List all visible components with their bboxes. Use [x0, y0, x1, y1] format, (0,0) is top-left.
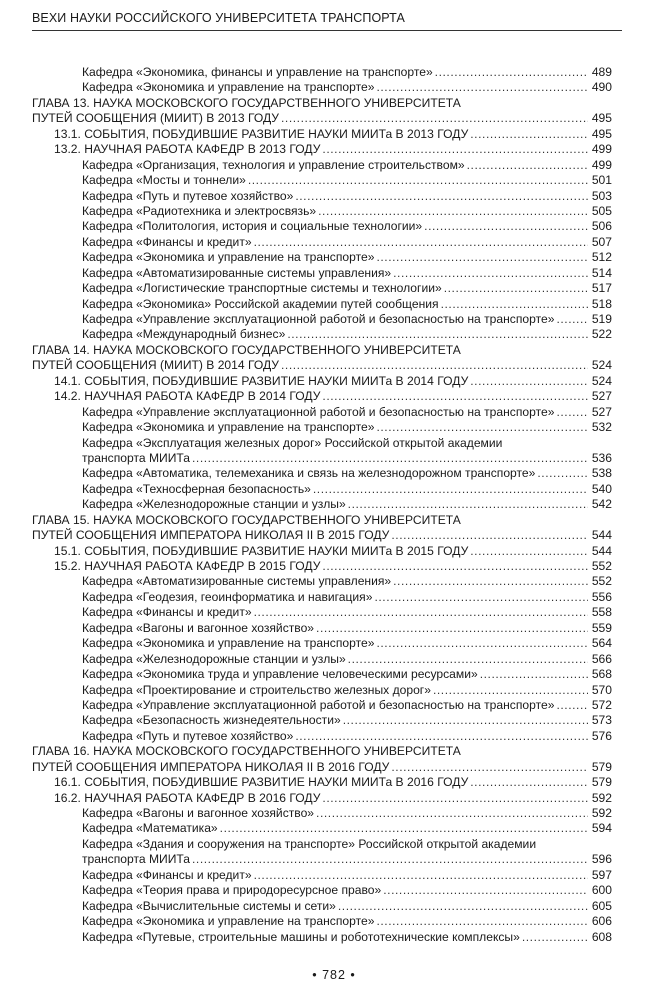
toc-entry-page: 570 — [591, 682, 612, 697]
toc-entry-page: 514 — [591, 265, 612, 280]
dot-leader — [383, 883, 588, 898]
toc-entry-page: 495 — [591, 126, 612, 141]
toc-entry-page: 606 — [591, 914, 612, 929]
toc-entry-title: Кафедра «Автоматизированные системы управления» — [82, 574, 392, 589]
toc-entry-title: Кафедра «Финансы и кредит» — [82, 605, 252, 620]
dot-leader — [391, 528, 588, 543]
toc-entry-title: Кафедра «Логистические транспортные системы и технологии» — [82, 281, 442, 296]
toc-entry-title: 13.1. СОБЫТИЯ, ПОБУДИВШИЕ РАЗВИТИЕ НАУКИ МИИТа В 2013 ГОДУ — [54, 126, 469, 141]
toc-entry-page: 544 — [591, 528, 612, 543]
toc-entry — [32, 80, 612, 95]
toc-entry — [32, 358, 612, 373]
toc-entry-page: 564 — [591, 636, 612, 651]
toc-entry-title: Кафедра «Железнодорожные станции и узлы» — [82, 497, 346, 512]
toc-entry-page: 495 — [591, 111, 612, 126]
toc-entry-title: ПУТЕЙ СООБЩЕНИЯ ИМПЕРАТОРА НИКОЛАЯ II В 2016 ГОДУ — [32, 759, 390, 774]
toc-entry-title: Кафедра «Математика» — [82, 821, 218, 836]
dot-leader — [348, 497, 588, 512]
toc-entry-title: транспорта МИИТа — [82, 450, 190, 465]
toc-entry — [32, 914, 612, 929]
toc-entry-page: 608 — [591, 929, 612, 944]
toc-entry — [32, 327, 612, 342]
toc-entry-title: 15.2. НАУЧНАЯ РАБОТА КАФЕДР В 2015 ГОДУ — [54, 559, 321, 573]
toc-entry-page: 540 — [591, 481, 612, 496]
toc-entry-title: Кафедра «Экономика и управление на транспорте» — [82, 80, 375, 95]
toc-entry — [32, 389, 612, 404]
dot-leader — [343, 713, 588, 728]
dot-leader — [441, 297, 588, 312]
toc-entry-page: 501 — [591, 173, 612, 188]
toc-entry — [32, 667, 612, 682]
toc-entry-title: Кафедра «Управление эксплуатационной работой и безопасностью на транспорте» — [82, 312, 555, 326]
toc-entry-title: Кафедра «Организация, технология и управление строительством» — [82, 157, 465, 172]
toc-entry-title: ПУТЕЙ СООБЩЕНИЯ (МИИТ) В 2013 ГОДУ — [32, 111, 279, 126]
toc-entry-page: 490 — [591, 80, 612, 95]
dot-leader — [281, 358, 588, 373]
toc-entry-title: Кафедра «Вагоны и вагонное хозяйство» — [82, 620, 315, 635]
toc-entry-title: Кафедра «Теория права и природоресурсное право» — [82, 883, 382, 898]
toc-entry — [32, 158, 612, 173]
toc-entry — [32, 266, 612, 281]
toc-entry — [32, 837, 612, 852]
toc-entry-title: ПУТЕЙ СООБЩЕНИЯ (МИИТ) В 2014 ГОДУ — [32, 358, 279, 373]
dot-leader — [281, 111, 588, 126]
toc-entry-page: 518 — [591, 296, 612, 311]
toc-entry-page: 605 — [591, 898, 612, 913]
toc-entry — [32, 312, 612, 327]
toc-entry-page: 503 — [591, 188, 612, 203]
dot-leader — [376, 420, 588, 435]
toc-entry-page: 552 — [591, 559, 612, 573]
dot-leader — [248, 173, 588, 188]
toc-entry-page: 600 — [591, 883, 612, 898]
toc-entry — [32, 405, 612, 420]
toc-entry-title: Кафедра «Геодезия, геоинформатика и навигация» — [82, 589, 373, 604]
dot-leader — [556, 405, 588, 420]
dot-leader — [348, 652, 588, 667]
dot-leader — [376, 914, 588, 929]
dot-leader — [254, 868, 588, 883]
dot-leader — [470, 374, 588, 389]
dot-leader — [424, 219, 588, 234]
dot-leader — [322, 142, 588, 157]
dot-leader — [316, 806, 588, 821]
toc-entry-title: Кафедра «Безопасность жизнедеятельности» — [82, 713, 341, 728]
dot-leader — [376, 636, 588, 651]
toc-entry-title: Кафедра «Железнодорожные станции и узлы» — [82, 651, 346, 666]
toc-entry-title: Кафедра «Экономика» Российской академии путей сообщения — [82, 296, 439, 311]
toc-entry — [32, 374, 612, 389]
toc-entry — [32, 621, 612, 636]
toc-entry — [32, 451, 612, 466]
toc-entry-page: 552 — [591, 574, 612, 589]
toc-entry-title: Кафедра «Экономика труда и управление человеческими ресурсами» — [82, 667, 478, 682]
toc-entry — [32, 590, 612, 605]
dot-leader — [295, 729, 588, 744]
toc-entry-page: 527 — [591, 389, 612, 404]
toc-entry — [32, 513, 612, 528]
toc-entry — [32, 652, 612, 667]
toc-entry-page: 512 — [591, 250, 612, 265]
dot-leader — [374, 590, 588, 605]
toc-entry — [32, 729, 612, 744]
toc-entry — [32, 791, 612, 806]
toc-entry-title: Кафедра «Проектирование и строительство железных дорог» — [82, 682, 431, 697]
toc-entry-title: Кафедра «Управление эксплуатационной работой и безопасностью на транспорте» — [82, 404, 555, 419]
toc-entry-page: 592 — [591, 806, 612, 820]
toc-entry — [32, 930, 612, 945]
dot-leader — [480, 667, 588, 682]
dot-leader — [220, 821, 588, 836]
toc-entry-page: 579 — [591, 775, 612, 790]
toc-entry — [32, 852, 612, 867]
toc-entry — [32, 250, 612, 265]
toc-entry-page: 566 — [591, 651, 612, 666]
toc-entry — [32, 605, 612, 620]
toc-entry-page: 519 — [591, 312, 612, 326]
toc-entry-page: 594 — [591, 821, 612, 836]
dot-leader — [537, 466, 588, 481]
toc-entry-title: ГЛАВА 13. НАУКА МОСКОВСКОГО ГОСУДАРСТВЕННОГО УНИВЕРСИТЕТА — [32, 95, 461, 110]
dot-leader — [467, 158, 588, 173]
toc-entry-title: Кафедра «Международный бизнес» — [82, 327, 286, 342]
toc-entry-page: 532 — [591, 420, 612, 435]
dot-leader — [470, 544, 588, 559]
toc-entry-title: Кафедра «Путевые, строительные машины и робототехнические комплексы» — [82, 929, 520, 944]
toc-entry — [32, 111, 612, 126]
toc-entry-page: 572 — [591, 697, 612, 712]
toc-entry — [32, 189, 612, 204]
dot-leader — [313, 482, 588, 497]
dot-leader — [318, 204, 588, 219]
toc-entry — [32, 744, 612, 759]
toc-entry — [32, 127, 612, 142]
toc-entry-page: 524 — [591, 358, 612, 373]
toc-entry-page: 527 — [591, 404, 612, 419]
toc-entry-title: Кафедра «Финансы и кредит» — [82, 234, 252, 249]
toc-entry-page: 517 — [591, 281, 612, 296]
dot-leader — [556, 312, 588, 327]
toc-entry-title: Кафедра «Путь и путевое хозяйство» — [82, 188, 294, 203]
toc-entry-page: 506 — [591, 219, 612, 234]
toc-entry-page: 592 — [591, 790, 612, 805]
toc-entry — [32, 698, 612, 713]
toc-entry — [32, 219, 612, 234]
toc-entry — [32, 204, 612, 219]
toc-entry-title: 16.1. СОБЫТИЯ, ПОБУДИВШИЕ РАЗВИТИЕ НАУКИ МИИТа В 2016 ГОДУ — [54, 775, 469, 790]
toc-entry-title: Кафедра «Радиотехника и электросвязь» — [82, 203, 317, 218]
toc-entry — [32, 775, 612, 790]
toc-entry — [32, 466, 612, 481]
dot-leader — [470, 127, 588, 142]
toc-entry — [32, 482, 612, 497]
toc-entry — [32, 420, 612, 435]
toc-entry-title: 14.1. СОБЫТИЯ, ПОБУДИВШИЕ РАЗВИТИЕ НАУКИ МИИТа В 2014 ГОДУ — [54, 373, 469, 388]
toc-entry-title: 16.2. НАУЧНАЯ РАБОТА КАФЕДР В 2016 ГОДУ — [54, 790, 321, 805]
toc-entry — [32, 235, 612, 250]
toc-entry-title: 13.2. НАУЧНАЯ РАБОТА КАФЕДР В 2013 ГОДУ — [54, 142, 321, 157]
toc-entry — [32, 281, 612, 296]
dot-leader — [393, 574, 588, 589]
toc-entry-page: 576 — [591, 728, 612, 743]
dot-leader — [376, 250, 588, 265]
toc-entry — [32, 868, 612, 883]
dot-leader — [254, 235, 588, 250]
toc-entry-title: Кафедра «Мосты и тоннели» — [82, 173, 246, 188]
toc-entry-page: 507 — [591, 234, 612, 249]
toc-entry — [32, 574, 612, 589]
dot-leader — [391, 760, 588, 775]
toc-entry — [32, 899, 612, 914]
dot-leader — [192, 852, 588, 867]
toc-entry — [32, 528, 612, 543]
running-header: ВЕХИ НАУКИ РОССИЙСКОГО УНИВЕРСИТЕТА ТРАНСПОРТА — [32, 11, 622, 31]
toc-entry-title: 15.1. СОБЫТИЯ, ПОБУДИВШИЕ РАЗВИТИЕ НАУКИ МИИТа В 2015 ГОДУ — [54, 543, 469, 558]
toc-entry-title: Кафедра «Управление эксплуатационной работой и безопасностью на транспорте» — [82, 697, 555, 712]
toc-entry-page: 489 — [591, 65, 612, 79]
dot-leader — [376, 80, 588, 95]
toc-entry — [32, 713, 612, 728]
toc-entry-title: Кафедра «Экономика и управление на транспорте» — [82, 914, 375, 929]
dot-leader — [444, 281, 588, 296]
toc-entry-page: 536 — [591, 450, 612, 465]
dot-leader — [556, 698, 588, 713]
toc-entry — [32, 65, 612, 80]
toc-entry-title: Кафедра «Политология, история и социальные технологии» — [82, 219, 423, 234]
toc-entry-page: 596 — [591, 852, 612, 867]
toc-entry-title: Кафедра «Экономика и управление на транспорте» — [82, 636, 375, 651]
toc-entry-page: 499 — [591, 157, 612, 172]
toc-entry — [32, 343, 612, 358]
dot-leader — [316, 621, 588, 636]
toc-entry-page: 597 — [591, 867, 612, 882]
dot-leader — [295, 189, 588, 204]
toc-entry-title: ПУТЕЙ СООБЩЕНИЯ ИМПЕРАТОРА НИКОЛАЯ II В 2015 ГОДУ — [32, 528, 390, 543]
toc-entry-title: ГЛАВА 16. НАУКА МОСКОВСКОГО ГОСУДАРСТВЕННОГО УНИВЕРСИТЕТА — [32, 744, 461, 759]
toc-entry-title: 14.2. НАУЧНАЯ РАБОТА КАФЕДР В 2014 ГОДУ — [54, 389, 321, 404]
toc-entry — [32, 142, 612, 157]
toc-entry-title: Кафедра «Автоматика, телемеханика и связь на железнодорожном транспорте» — [82, 466, 536, 481]
toc-entry-page: 544 — [591, 543, 612, 558]
toc-entry-page: 579 — [591, 759, 612, 774]
toc-entry — [32, 96, 612, 111]
toc-entry-title: Кафедра «Финансы и кредит» — [82, 867, 252, 882]
dot-leader — [322, 791, 588, 806]
toc-entry — [32, 636, 612, 651]
toc-entry-title: ГЛАВА 14. НАУКА МОСКОВСКОГО ГОСУДАРСТВЕННОГО УНИВЕРСИТЕТА — [32, 342, 461, 357]
toc-entry-title: Кафедра «Вычислительные системы и сети» — [82, 898, 336, 913]
dot-leader — [338, 899, 588, 914]
toc-entry — [32, 821, 612, 836]
dot-leader — [322, 389, 588, 404]
table-of-contents — [32, 65, 612, 945]
toc-entry-title: Кафедра «Путь и путевое хозяйство» — [82, 728, 294, 743]
toc-entry-page: 542 — [591, 497, 612, 512]
toc-entry-page: 556 — [591, 589, 612, 604]
dot-leader — [254, 605, 588, 620]
toc-entry — [32, 297, 612, 312]
dot-leader — [433, 683, 588, 698]
toc-entry — [32, 806, 612, 821]
dot-leader — [287, 327, 588, 342]
toc-entry-page: 524 — [591, 373, 612, 388]
dot-leader — [393, 266, 588, 281]
toc-entry-page: 505 — [591, 203, 612, 218]
toc-entry-page: 573 — [591, 713, 612, 728]
toc-entry-title: Кафедра «Автоматизированные системы управления» — [82, 265, 392, 280]
toc-entry-page: 568 — [591, 667, 612, 682]
toc-entry — [32, 883, 612, 898]
toc-entry-page: 499 — [591, 142, 612, 157]
toc-entry-title: Кафедра «Экономика и управление на транспорте» — [82, 420, 375, 435]
toc-entry-title: транспорта МИИТа — [82, 852, 190, 867]
dot-leader — [522, 930, 588, 945]
toc-entry — [32, 173, 612, 188]
page-number: • 782 • — [312, 968, 356, 982]
toc-entry-page: 559 — [591, 620, 612, 635]
dot-leader — [435, 65, 588, 80]
toc-entry — [32, 683, 612, 698]
toc-entry-title: Кафедра «Вагоны и вагонное хозяйство» — [82, 806, 315, 820]
toc-entry-title: ГЛАВА 15. НАУКА МОСКОВСКОГО ГОСУДАРСТВЕННОГО УНИВЕРСИТЕТА — [32, 512, 461, 527]
toc-entry — [32, 436, 612, 451]
toc-entry-title: Кафедра «Экономика, финансы и управление на транспорте» — [82, 65, 433, 79]
toc-entry — [32, 559, 612, 574]
dot-leader — [322, 559, 588, 574]
toc-entry-title: Кафедра «Техносферная безопасность» — [82, 481, 311, 496]
toc-entry-title: Кафедра «Экономика и управление на транспорте» — [82, 250, 375, 265]
toc-entry — [32, 544, 612, 559]
toc-entry — [32, 497, 612, 512]
toc-entry — [32, 760, 612, 775]
toc-entry-page: 522 — [591, 327, 612, 342]
toc-entry-title: Кафедра «Здания и сооружения на транспорте» Российской открытой академии — [82, 836, 537, 851]
toc-entry-page: 538 — [591, 466, 612, 481]
dot-leader — [192, 451, 588, 466]
toc-entry-page: 558 — [591, 605, 612, 620]
toc-entry-title: Кафедра «Эксплуатация железных дорог» Российской открытой академии — [82, 435, 503, 450]
dot-leader — [470, 775, 588, 790]
